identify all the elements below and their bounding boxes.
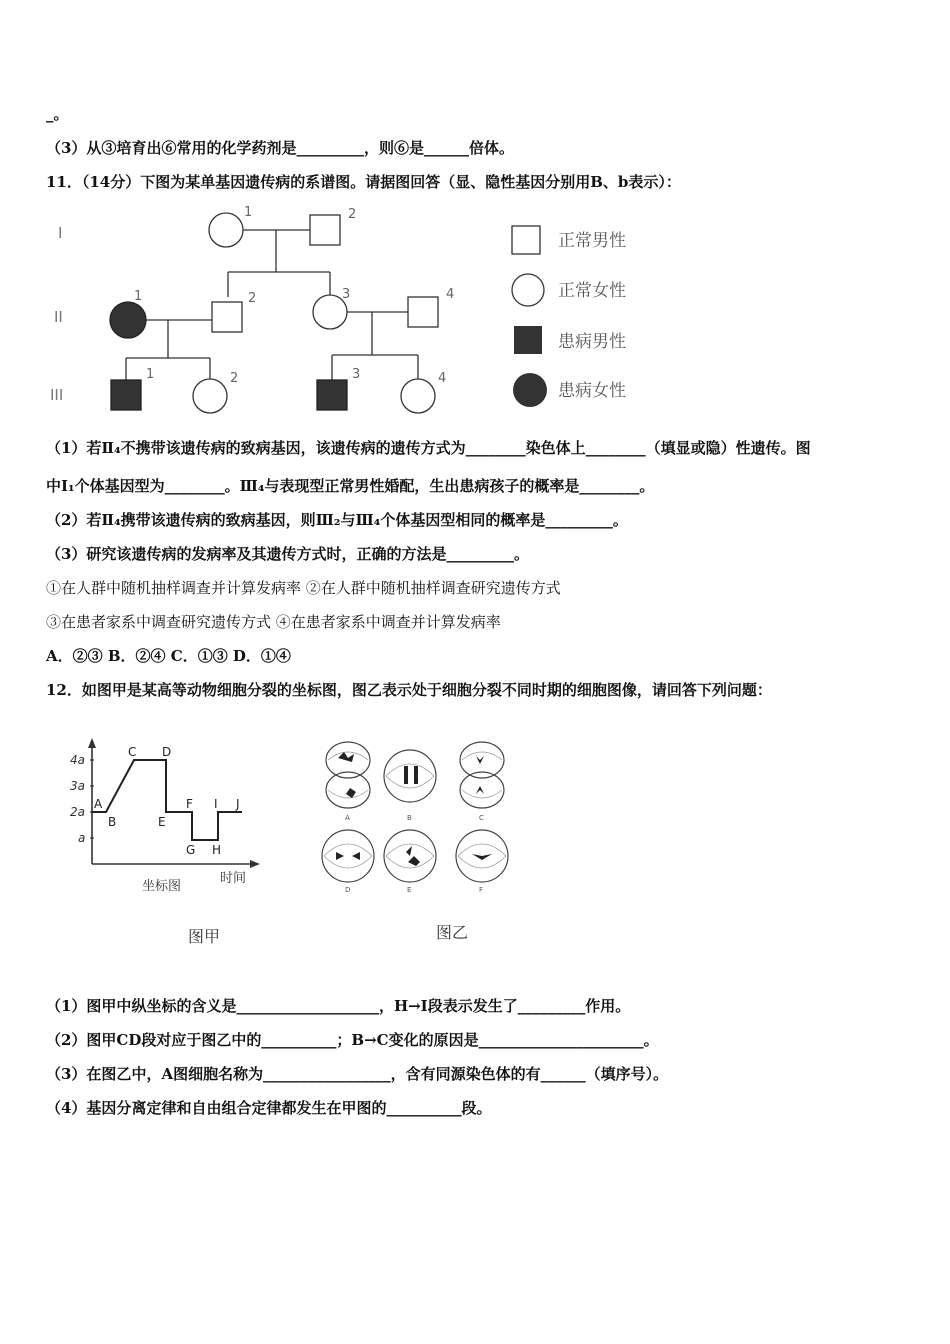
iii3-number: 3 xyxy=(352,367,361,382)
cell-b xyxy=(384,750,436,802)
question-11-1a: （1）若Ⅱ₄不携带该遗传病的致病基因，该遗传病的遗传方式为________染色体上________（填显或隐）性遗传。图 xyxy=(46,439,811,457)
question-11-1b: 中Ⅰ₁个体基因型为________。Ⅲ₄与表现型正常男性婚配，生出患病孩子的概率是________。 xyxy=(46,477,655,495)
question-11-2: （2）若Ⅱ₄携带该遗传病的致病基因，则Ⅲ₂与Ⅲ₄个体基因型相同的概率是_________。 xyxy=(46,511,628,529)
figure-yi-caption: 图乙 xyxy=(436,923,469,942)
question-12-title: 12．如图甲是某高等动物细胞分裂的坐标图，图乙表示处于细胞分裂不同时期的细胞图像，请回答下列问题： xyxy=(46,681,772,699)
ytick-2a: 2a xyxy=(70,805,85,819)
answer-choices: A．②③ B．②④ C．①③ D．①④ xyxy=(46,647,291,665)
point-a: A xyxy=(94,797,103,811)
option-line-1: ①在人群中随机抽样调查并计算发病率 ②在人群中随机抽样调查研究遗传方式 xyxy=(46,579,561,597)
i2-number: 2 xyxy=(348,207,357,222)
gen-label-1: I xyxy=(58,224,63,242)
pedigree-diagram xyxy=(40,200,680,420)
question-10-3: （3）从③培育出⑥常用的化学药剂是_________，则⑥是______倍体。 xyxy=(46,139,514,157)
cell-label-d: D xyxy=(345,886,351,894)
question-12-1: （1）图甲中纵坐标的含义是___________________，H→I段表示发生了_________作用。 xyxy=(46,997,631,1015)
cell-label-a: A xyxy=(345,814,350,822)
gen-label-2: II xyxy=(54,308,63,326)
legend-normal-female: 正常女性 xyxy=(558,281,626,301)
question-12-4: （4）基因分离定律和自由组合定律都发生在甲图的__________段。 xyxy=(46,1099,492,1117)
ytick-3a: 3a xyxy=(70,779,85,793)
ytick-a: a xyxy=(78,831,86,845)
figure-yi-cell-images xyxy=(320,740,520,946)
ii4-normal-male xyxy=(408,297,438,327)
option-line-2: ③在患者家系中调查研究遗传方式 ④在患者家系中调查并计算发病率 xyxy=(46,613,501,631)
cell-label-e: E xyxy=(407,886,412,894)
i1-normal-female xyxy=(209,213,243,247)
iii2-normal-female xyxy=(193,379,227,413)
cell-label-c: C xyxy=(479,814,484,822)
iii3-affected-male xyxy=(317,380,347,410)
ytick-4a: 4a xyxy=(70,753,85,767)
legend-affected-male-symbol xyxy=(514,326,542,354)
legend-affected-female-symbol xyxy=(513,373,547,407)
i2-normal-male xyxy=(310,215,340,245)
legend-normal-male-symbol xyxy=(512,226,540,254)
point-f: F xyxy=(186,797,193,811)
x-axis-label: 时间 xyxy=(220,871,247,886)
figure-jia-coordinate-chart xyxy=(66,736,276,956)
iii1-number: 1 xyxy=(146,367,155,382)
legend-normal-male: 正常男性 xyxy=(558,231,626,251)
i1-number: 1 xyxy=(244,205,253,220)
figure-jia-caption: 图甲 xyxy=(188,927,221,946)
point-h: H xyxy=(212,843,222,857)
question-12-2: （2）图甲CD段对应于图乙中的__________；B→C变化的原因是______________________。 xyxy=(46,1031,659,1049)
legend-normal-female-symbol xyxy=(512,274,544,306)
line-fragment: _。 xyxy=(46,105,69,123)
point-d: D xyxy=(162,745,172,759)
iii4-number: 4 xyxy=(438,371,447,386)
chart-inner-caption: 坐标图 xyxy=(142,879,182,894)
point-i: I xyxy=(214,797,218,811)
cell-d xyxy=(322,830,374,882)
gen-label-3: III xyxy=(50,386,64,404)
ii1-affected-female xyxy=(110,302,146,338)
cell-label-f: F xyxy=(479,886,484,894)
question-11-title: 11．（14分）下图为某单基因遗传病的系谱图。请据图回答（显、隐性基因分别用B、b表示）： xyxy=(46,173,681,191)
point-j: J xyxy=(236,797,240,811)
cell-label-b: B xyxy=(407,814,412,822)
ii1-number: 1 xyxy=(134,289,143,304)
iii2-number: 2 xyxy=(230,371,239,386)
point-e: E xyxy=(158,815,166,829)
point-c: C xyxy=(128,745,137,759)
ii4-number: 4 xyxy=(446,287,455,302)
ii3-number: 3 xyxy=(342,287,351,302)
legend-affected-male: 患病男性 xyxy=(558,332,626,352)
question-11-3: （3）研究该遗传病的发病率及其遗传方式时，正确的方法是_________。 xyxy=(46,545,529,563)
iii4-normal-female xyxy=(401,379,435,413)
question-12-3: （3）在图乙中，A图细胞名称为_________________，含有同源染色体的有______（填序号）。 xyxy=(46,1065,669,1083)
point-g: G xyxy=(186,843,196,857)
ii2-normal-male xyxy=(212,302,242,332)
iii1-affected-male xyxy=(111,380,141,410)
point-b: B xyxy=(108,815,117,829)
ii2-number: 2 xyxy=(248,291,257,306)
legend-affected-female: 患病女性 xyxy=(558,381,626,401)
